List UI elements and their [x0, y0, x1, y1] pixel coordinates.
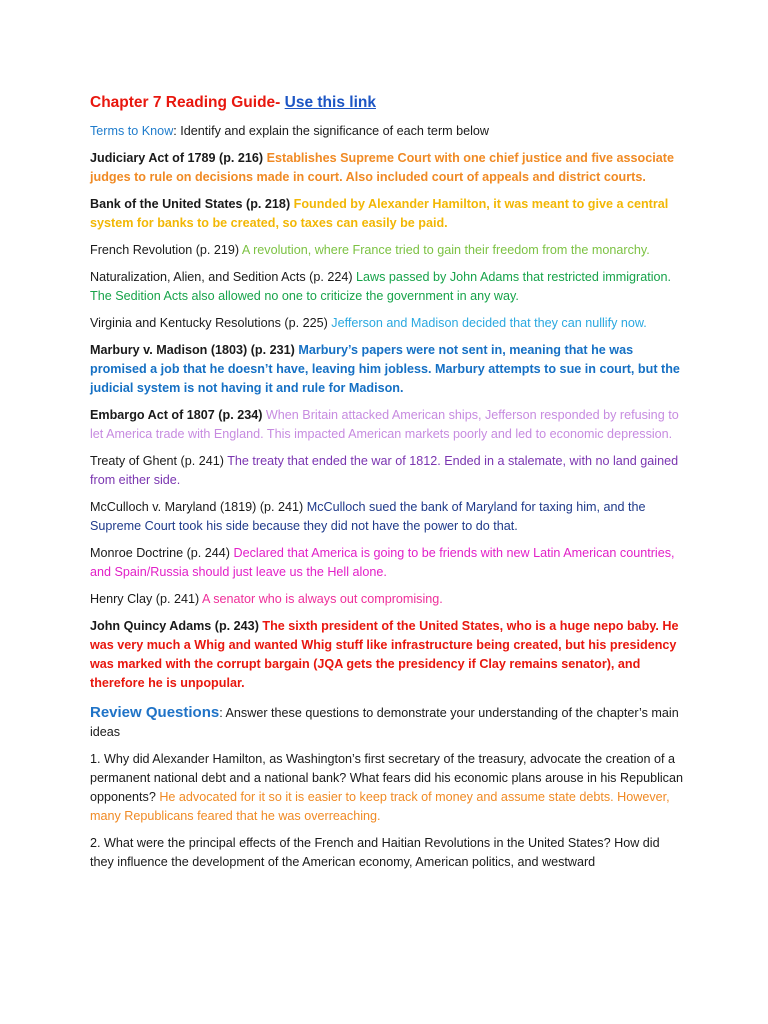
term-entry	[90, 544, 683, 582]
term-label: Virginia and Kentucky Resolutions (p. 225)	[90, 316, 332, 330]
term-label: McCulloch v. Maryland (1819) (p. 241)	[90, 500, 307, 514]
term-definition: Declared that America is going to be friends with new Latin American countries, and Spain/Russia should just leave us the Hell alone.	[90, 546, 675, 579]
review-question-1	[90, 750, 683, 826]
question-text: 1. Why did Alexander Hamilton, as Washington’s first secretary of the treasury, advocate the creation of a permanent national debt and a national bank? What fears did his economic plans arouse in his Republican opponents?	[90, 752, 683, 804]
answer-text: He advocated for it so it is easier to keep track of money and assume state debts. However, many Republicans feared that he was overreaching.	[90, 790, 670, 823]
terms-label: Terms to Know	[90, 124, 174, 138]
term-entry	[90, 498, 683, 536]
term-definition: Establishes Supreme Court with one chief justice and five associate judges to rule on decisions made in court. Also included court of appeals and district courts.	[90, 151, 674, 184]
term-definition: The treaty that ended the war of 1812. Ended in a stalemate, with no land gained from either side.	[90, 454, 679, 487]
review-question-2	[90, 834, 683, 872]
term-definition: Marbury’s papers were not sent in, meaning that he was promised a job that he doesn’t have, leaving him jobless. Marbury attempts to sue in court, but the judicial system is not having it and rule for Madison.	[90, 343, 680, 395]
terms-list	[90, 149, 683, 693]
term-entry	[90, 406, 683, 444]
term-definition: Founded by Alexander Hamilton, it was meant to give a central system for banks to be created, so taxes can easily be paid.	[90, 197, 669, 230]
term-entry	[90, 314, 683, 333]
term-definition: The sixth president of the United States, who is a huge nepo baby. He was very much a Whig and wanted Whig stuff like infrastructure being created, but his presidency was marked with the corrupt bargain (JQA gets the presidency if Clay remains senator), and therefore he is unpopular.	[90, 619, 679, 690]
terms-instruction: : Identify and explain the significance of each term below	[173, 124, 490, 138]
term-entry	[90, 452, 683, 490]
title-link[interactable]: Use this link	[284, 94, 376, 111]
term-entry	[90, 195, 683, 233]
review-heading: Review Questions	[90, 704, 220, 721]
page-title	[90, 92, 683, 114]
term-label: Treaty of Ghent (p. 241)	[90, 454, 228, 468]
term-label: Monroe Doctrine (p. 244)	[90, 546, 234, 560]
term-label: Marbury v. Madison (1803) (p. 231)	[90, 343, 299, 357]
term-label: John Quincy Adams (p. 243)	[90, 619, 263, 633]
term-definition: McCulloch sued the bank of Maryland for taxing him, and the Supreme Court took his side because they did not have the power to do that.	[90, 500, 646, 533]
term-definition: Jefferson and Madison decided that they can nullify now.	[331, 316, 647, 330]
term-label: Judiciary Act of 1789 (p. 216)	[90, 151, 267, 165]
review-instruction: : Answer these questions to demonstrate your understanding of the chapter’s main ideas	[90, 706, 679, 739]
term-entry	[90, 149, 683, 187]
term-label: Henry Clay (p. 241)	[90, 592, 202, 606]
term-label: Embargo Act of 1807 (p. 234)	[90, 408, 266, 422]
term-entry	[90, 241, 683, 260]
review-intro	[90, 703, 683, 742]
title-text: Chapter 7 Reading Guide-	[90, 94, 281, 111]
terms-intro	[90, 122, 683, 141]
term-label: Naturalization, Alien, and Sedition Acts (p. 224)	[90, 270, 357, 284]
term-label: Bank of the United States (p. 218)	[90, 197, 294, 211]
term-definition: When Britain attacked American ships, Jefferson responded by refusing to let America trade with England. This impacted American markets poorly and led to economic depression.	[90, 408, 679, 441]
term-label: French Revolution (p. 219)	[90, 243, 242, 257]
term-definition: A revolution, where France tried to gain their freedom from the monarchy.	[241, 243, 650, 257]
question-text: 2. What were the principal effects of the French and Haitian Revolutions in the United States? How did they influence the development of the American economy, American politics, and westward	[90, 836, 660, 869]
term-definition: A senator who is always out compromising.	[202, 592, 443, 606]
term-entry	[90, 341, 683, 398]
term-entry	[90, 268, 683, 306]
term-definition: Laws passed by John Adams that restricted immigration. The Sedition Acts also allowed no one to criticize the government in any way.	[90, 270, 672, 303]
term-entry	[90, 617, 683, 693]
term-entry	[90, 590, 683, 609]
